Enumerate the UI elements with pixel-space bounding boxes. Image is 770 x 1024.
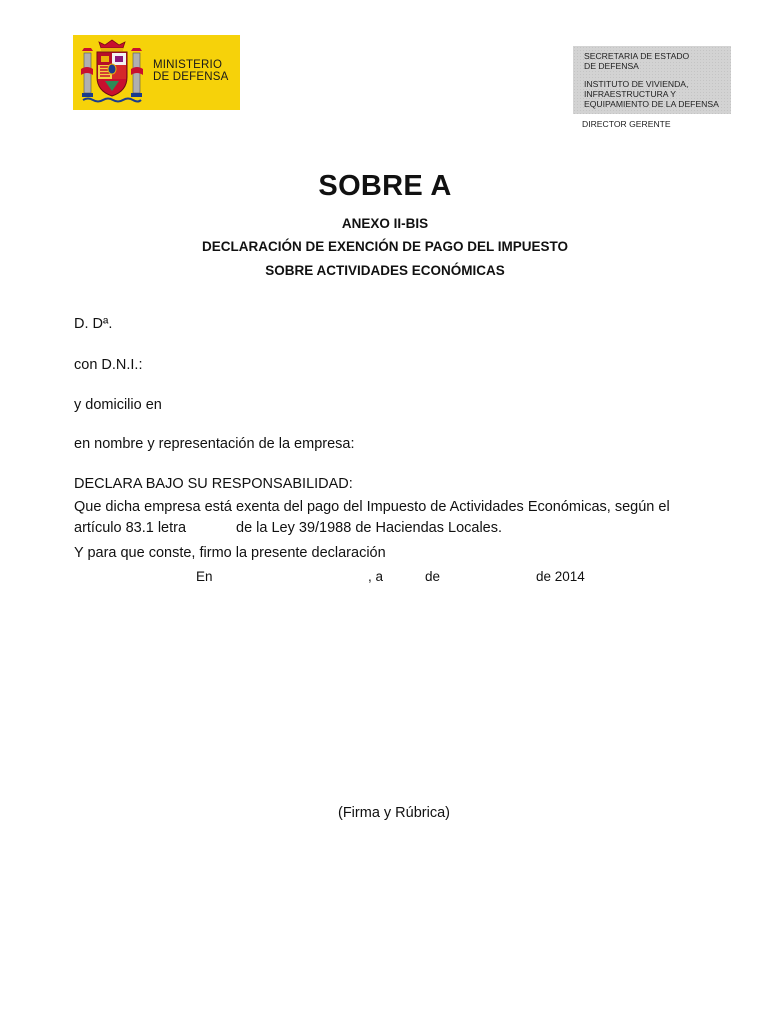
ministry-name-line-1: MINISTERIO bbox=[153, 59, 223, 71]
coat-of-arms-icon bbox=[79, 39, 145, 106]
agency-line-1: SECRETARIA DE ESTADO bbox=[584, 51, 690, 61]
agency-line-4: INFRAESTRUCTURA Y bbox=[584, 89, 676, 99]
dni-field-label: con D.N.I.: bbox=[74, 357, 143, 373]
address-field-label: y domicilio en bbox=[74, 397, 162, 413]
ministry-name bbox=[153, 59, 229, 83]
agency-box bbox=[573, 46, 731, 114]
name-field-label: D. Dª. bbox=[74, 316, 113, 332]
page-title: SOBRE A bbox=[318, 170, 452, 202]
closing-statement: Y para que conste, firmo la presente declaración bbox=[74, 545, 386, 561]
article-label: artículo 83.1 letra bbox=[74, 520, 187, 536]
ministry-logo bbox=[73, 35, 240, 110]
ministry-name-line-2: DE DEFENSA bbox=[153, 71, 229, 83]
date-day-label: , a bbox=[368, 569, 384, 584]
agency-line-3: INSTITUTO DE VIVIENDA, bbox=[584, 79, 689, 89]
declaration-statement: DECLARA BAJO SU RESPONSABILIDAD: bbox=[74, 476, 353, 492]
agency-line-5: EQUIPAMIENTO DE LA DEFENSA bbox=[584, 99, 719, 109]
date-month-label: de bbox=[425, 569, 441, 584]
company-field-label: en nombre y representación de la empresa: bbox=[74, 436, 355, 452]
director-label: DIRECTOR GERENTE bbox=[582, 119, 671, 129]
law-reference: de la Ley 39/1988 de Haciendas Locales. bbox=[236, 520, 503, 536]
agency-line-2: DE DEFENSA bbox=[584, 61, 639, 71]
declaration-subheading: SOBRE ACTIVIDADES ECONÓMICAS bbox=[265, 263, 505, 278]
annex-label: ANEXO II-BIS bbox=[341, 216, 429, 231]
signature-label: (Firma y Rúbrica) bbox=[338, 805, 450, 821]
declaration-heading: DECLARACIÓN DE EXENCIÓN DE PAGO DEL IMPUESTO bbox=[201, 239, 569, 254]
date-year-label: de 2014 bbox=[536, 569, 585, 584]
date-place-label: En bbox=[196, 569, 213, 584]
declaration-text-line-1: Que dicha empresa está exenta del pago del Impuesto de Actividades Económicas, según el bbox=[74, 499, 670, 515]
